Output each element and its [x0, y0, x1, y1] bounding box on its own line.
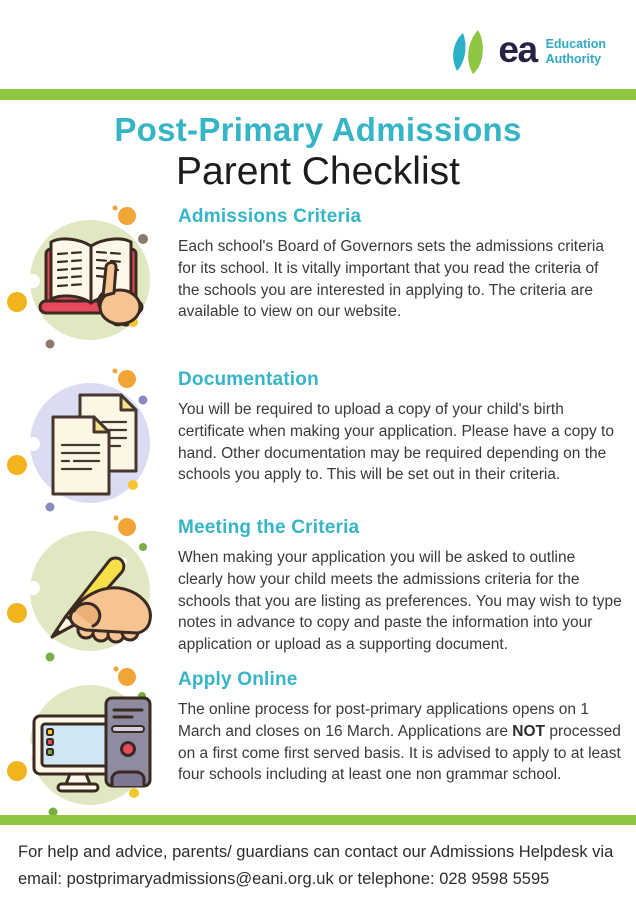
- page-header: [0, 0, 636, 89]
- ea-org-line2: Authority: [545, 51, 602, 66]
- documents-icon: [0, 366, 178, 516]
- bottom-green-bar: [0, 815, 636, 825]
- section-text: [178, 666, 636, 786]
- section-documentation: [0, 366, 636, 514]
- top-green-bar: [0, 89, 636, 100]
- body-bold-not: NOT: [512, 722, 546, 740]
- section-heading: Admissions Criteria: [178, 206, 362, 227]
- section-body: When making your application you will be asked to outline clearly how your child meets the admissions criteria for the schools that you are listing as preferences. You may wish to type notes in advance to copy and paste the information into your application or upload as a supporting document.: [178, 549, 622, 654]
- ea-org-line1: Education: [545, 36, 606, 51]
- section-heading: Documentation: [178, 369, 319, 390]
- writing-hand-icon: [0, 514, 178, 664]
- section-admissions-criteria: [0, 203, 636, 366]
- page-title: Post-Primary Admissions: [114, 111, 522, 148]
- section-text: [178, 203, 636, 323]
- section-heading: Meeting the Criteria: [178, 517, 360, 538]
- body-post: processed on a first come first served basis. It is advised to apply to at least four schools including at least one non grammar school.: [178, 722, 621, 784]
- ea-logo-text: ea: [498, 29, 537, 70]
- ea-org-name: [544, 37, 606, 67]
- section-meeting-criteria: [0, 514, 636, 666]
- computer-icon: [0, 666, 178, 816]
- body-pre: The online process for post-primary applications opens on 1 March and closes on 16 March. Applications are: [178, 701, 589, 740]
- section-heading: Apply Online: [178, 669, 298, 690]
- book-hand-icon: [0, 203, 178, 353]
- section-apply-online: [0, 666, 636, 816]
- checklist: [0, 203, 636, 816]
- ea-leaf-icon: [449, 29, 491, 75]
- section-body: Each school's Board of Governors sets the admissions criteria for its school. It is vitally important that you read the criteria of the schools you are interested in applying to. The criteria are available to view on our website.: [178, 238, 604, 321]
- section-body: [178, 699, 622, 786]
- page-subtitle: Parent Checklist: [176, 150, 460, 193]
- ea-logo: [449, 29, 606, 75]
- section-text: [178, 514, 636, 656]
- helpdesk-contact-text: For help and advice, parents/ guardians can contact our Admissions Helpdesk via email: postprimaryadmissions@eani.org.uk or telephone: 028 9598 5595: [18, 843, 614, 888]
- section-body: You will be required to upload a copy of your child's birth certificate when making your application. Please have a copy to hand. Other documentation may be required depending on the schools you apply to. This will be set out in their criteria.: [178, 401, 614, 484]
- section-text: [178, 366, 636, 486]
